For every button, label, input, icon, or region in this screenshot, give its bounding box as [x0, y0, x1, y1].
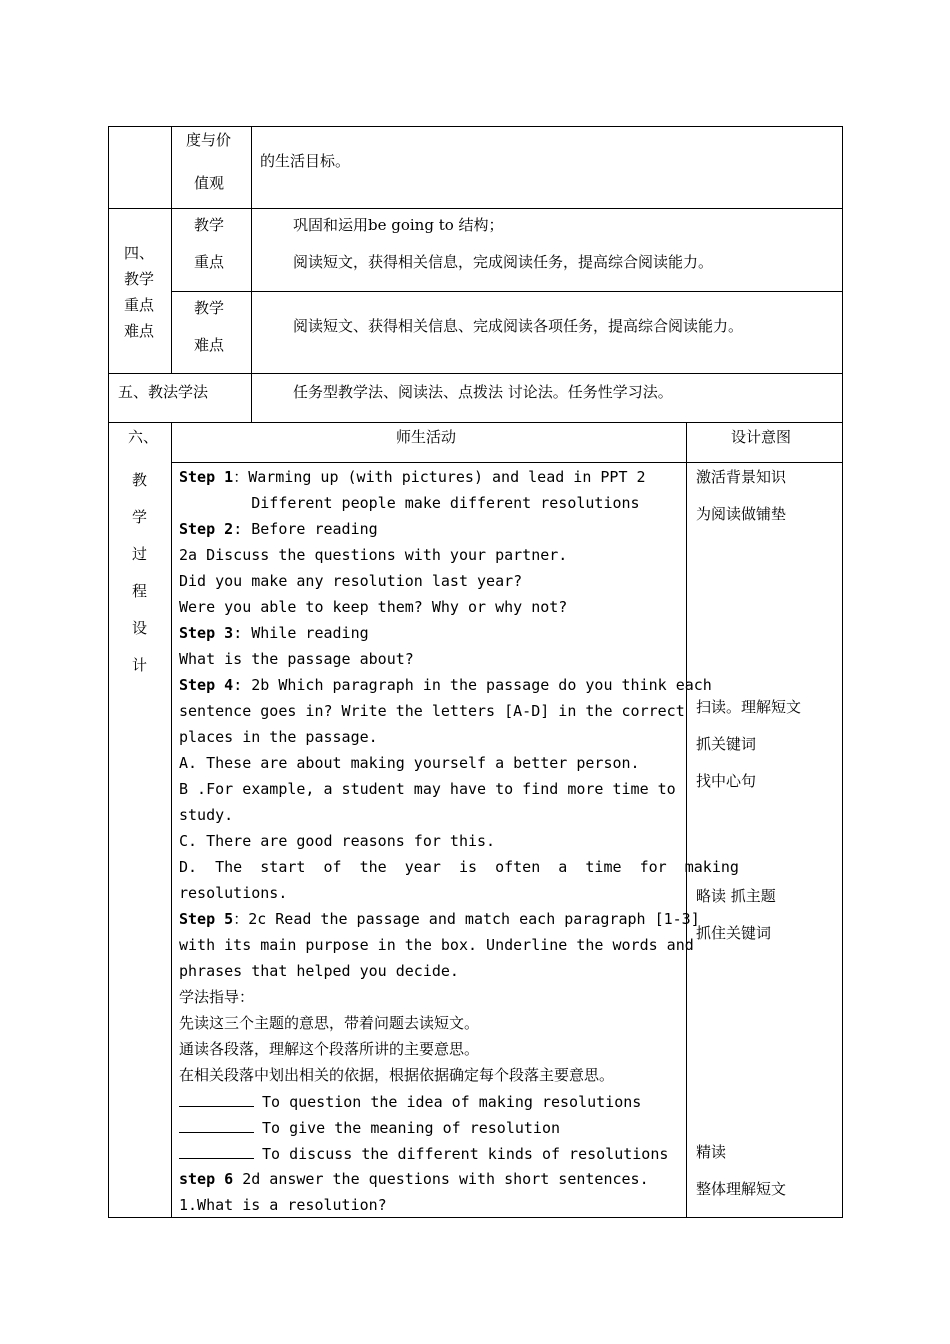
key-points-label-line1: 教学 — [194, 216, 225, 234]
activity-line — [179, 910, 700, 928]
difficult-points-label-line2: 难点 — [194, 336, 225, 354]
activity-text: : Before reading — [233, 520, 378, 538]
activity-text: What is the passage about? — [179, 650, 414, 668]
design-note: 为阅读做铺垫 — [696, 505, 787, 523]
attitude-label-line1: 度与价 — [186, 131, 232, 149]
table-border-top — [108, 126, 843, 127]
activity-line — [179, 884, 287, 902]
design-note: 找中心句 — [696, 772, 757, 790]
activity-text: 2a Discuss the questions with your partner. — [179, 546, 568, 564]
activity-text: 2d answer the questions with short sentences. — [233, 1170, 649, 1188]
answer-blank[interactable] — [179, 1144, 254, 1159]
activity-line — [179, 754, 640, 772]
design-note: 抓住关键词 — [696, 924, 772, 942]
design-note: 略读 抓主题 — [696, 887, 776, 905]
activity-line — [179, 598, 567, 616]
activity-line — [179, 962, 459, 980]
activity-line — [179, 806, 233, 824]
activity-text: 在相关段落中划出相关的依据，根据依据确定每个段落主要意思。 — [179, 1066, 615, 1084]
activity-text: 通读各段落，理解这个段落所讲的主要意思。 — [179, 1040, 480, 1058]
step-label: Step 2 — [179, 520, 234, 538]
column-divider — [251, 126, 252, 423]
activity-line — [179, 858, 739, 876]
activity-text: To give the meaning of resolution — [262, 1119, 561, 1137]
activity-text: A. These are about making yourself a better person. — [179, 754, 640, 772]
activity-text: To question the idea of making resolutions — [262, 1093, 642, 1111]
activity-text: with its main purpose in the box. Underline the words and — [179, 936, 694, 954]
key-points-content-line2: 阅读短文，获得相关信息，完成阅读任务，提高综合阅读能力。 — [293, 253, 714, 271]
step-label: Step 1 — [179, 468, 234, 486]
activity-line — [179, 832, 495, 850]
section-four-label-1: 四、 — [124, 244, 155, 262]
key-points-content-line1: 巩固和运用be going to 结构； — [293, 216, 504, 234]
activity-line — [179, 676, 712, 694]
step-label: Step 5 — [179, 910, 234, 928]
design-note: 整体理解短文 — [696, 1180, 787, 1198]
table-border-bottom — [108, 1217, 843, 1218]
design-note: 精读 — [696, 1143, 727, 1161]
section-four-label-2: 教学 — [124, 270, 155, 288]
activity-line — [179, 546, 567, 564]
section-four-label-4: 难点 — [124, 322, 155, 340]
activity-text: ：2c Read the passage and match each paragraph [1-3] — [233, 910, 700, 928]
section-six-number: 六、 — [128, 428, 159, 446]
activity-text: C. There are good reasons for this. — [179, 832, 496, 850]
activity-line — [179, 1092, 641, 1111]
activity-text: places in the passage. — [179, 728, 378, 746]
process-label-char: 教 — [132, 471, 148, 489]
activity-line — [179, 1144, 668, 1163]
activity-line — [179, 936, 694, 954]
activity-text: sentence goes in? Write the letters [A-D] in the correct — [179, 702, 685, 720]
row-divider — [108, 422, 843, 423]
activity-text: B .For example, a student may have to find more time to — [179, 780, 676, 798]
activity-line — [179, 650, 414, 668]
process-label-char: 过 — [132, 545, 148, 563]
activity-text: 1.What is a resolution? — [179, 1196, 387, 1214]
column-divider — [171, 126, 172, 373]
activity-line — [179, 468, 646, 486]
step-label: step 6 — [179, 1170, 234, 1188]
activity-line — [179, 624, 369, 642]
activity-line — [179, 1014, 479, 1032]
design-note: 抓关键词 — [696, 735, 757, 753]
activity-line — [179, 1196, 387, 1214]
row-divider — [108, 373, 843, 374]
difficult-points-content: 阅读短文、获得相关信息、完成阅读各项任务，提高综合阅读能力。 — [293, 317, 744, 335]
activity-text: : While reading — [233, 624, 369, 642]
activity-line — [179, 520, 378, 538]
activity-text: study. — [179, 806, 234, 824]
column-divider — [171, 422, 172, 1218]
step-label: Step 3 — [179, 624, 234, 642]
step-label: Step 4 — [179, 676, 234, 694]
activity-line — [179, 1118, 560, 1137]
attitude-label-line2: 值观 — [194, 174, 225, 192]
answer-blank[interactable] — [179, 1092, 254, 1107]
attitude-content: 的生活目标。 — [260, 152, 351, 170]
activity-text: Were you able to keep them? Why or why not? — [179, 598, 568, 616]
difficult-points-label-line1: 教学 — [194, 299, 225, 317]
activities-header: 师生活动 — [396, 428, 457, 446]
activity-text: 先读这三个主题的意思，带着问题去读短文。 — [179, 1014, 480, 1032]
process-label-char: 计 — [132, 656, 148, 674]
activity-text: : 2b Which paragraph in the passage do you think each — [233, 676, 712, 694]
answer-blank[interactable] — [179, 1118, 254, 1133]
activity-line — [179, 1170, 649, 1188]
table-border-left — [108, 126, 109, 1218]
activity-line — [179, 494, 640, 512]
process-label-char: 程 — [132, 582, 148, 600]
activity-text: ：Warming up (with pictures) and lead in PPT 2 — [233, 468, 646, 486]
activity-text: resolutions. — [179, 884, 288, 902]
activity-line — [179, 988, 254, 1006]
activity-text: Different people make different resolutions — [179, 494, 640, 512]
activity-line — [179, 1040, 479, 1058]
column-divider — [686, 422, 687, 1218]
table-border-right — [842, 126, 843, 1218]
activity-line — [179, 1066, 614, 1084]
process-label-char: 设 — [132, 619, 148, 637]
methods-content: 任务型教学法、阅读法、点拨法 讨论法。任务性学习法。 — [293, 383, 673, 401]
activity-line — [179, 572, 522, 590]
activity-line — [179, 780, 676, 798]
design-note: 扫读。理解短文 — [696, 698, 802, 716]
activity-text: 学法指导： — [179, 988, 255, 1006]
design-note: 激活背景知识 — [696, 468, 787, 486]
row-divider — [171, 291, 843, 292]
methods-label: 五、教法学法 — [118, 383, 209, 401]
activity-line — [179, 702, 685, 720]
section-four-label-3: 重点 — [124, 296, 155, 314]
row-divider — [171, 462, 843, 463]
key-points-label-line2: 重点 — [194, 253, 225, 271]
activity-text: phrases that helped you decide. — [179, 962, 459, 980]
activity-text: D. The start of the year is often a time for making — [179, 858, 739, 876]
activity-line — [179, 728, 378, 746]
activity-text: To discuss the different kinds of resolutions — [262, 1145, 669, 1163]
process-label-char: 学 — [132, 508, 148, 526]
design-header: 设计意图 — [731, 428, 792, 446]
row-divider — [108, 208, 843, 209]
activity-text: Did you make any resolution last year? — [179, 572, 523, 590]
